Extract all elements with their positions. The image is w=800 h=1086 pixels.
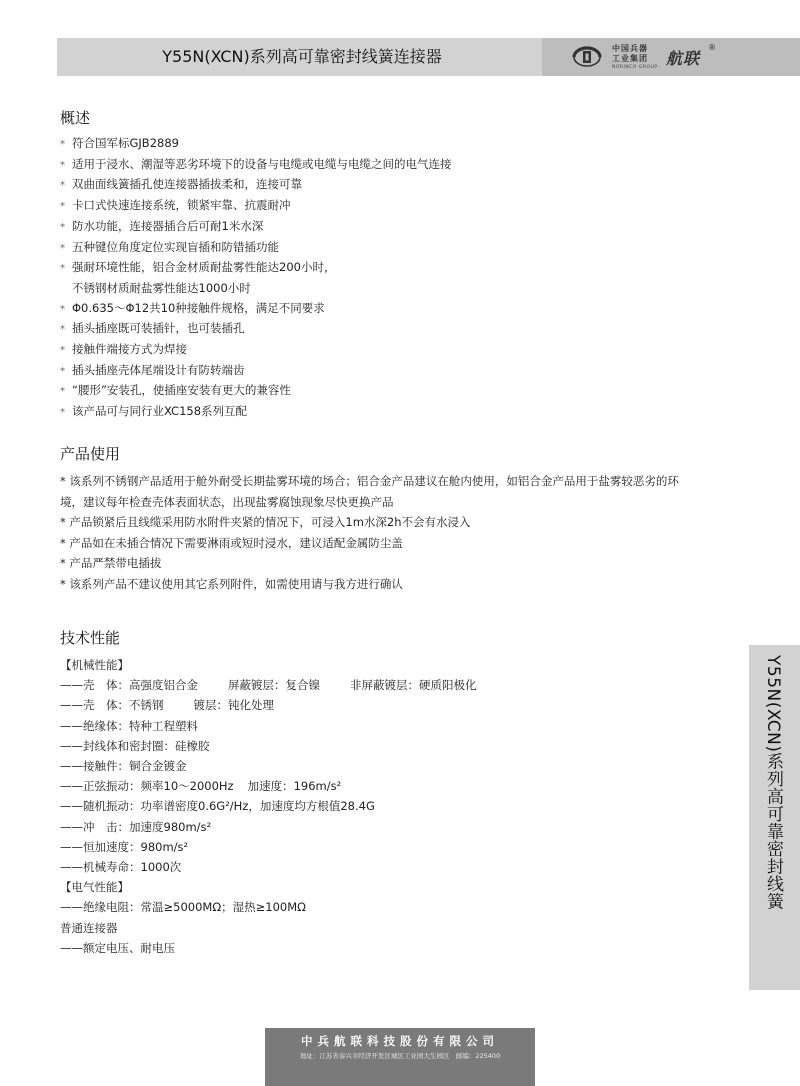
spec-row: ——壳 体：不锈钢 镀层：钝化处理 xyxy=(60,698,274,713)
list-item: * 插头插座既可装插针，也可装插孔 xyxy=(60,321,245,336)
spec-row: ——绝缘体：特种工程塑料 xyxy=(60,718,198,733)
overview-title: 概述 xyxy=(60,109,91,127)
list-item: * 符合国军标GJB2889 xyxy=(60,136,179,150)
list-item: * 强耐环境性能，铝合金材质耐盐雾性能达200小时， xyxy=(60,260,336,275)
list-item: * 插头插座壳体尾端设计有防转端齿 xyxy=(60,362,245,377)
spec-row: 普通连接器 xyxy=(60,920,118,935)
list-item: * 产品锁紧后且线缆采用防水附件夹紧的情况下，可浸入1m水深2h不会有水浸入 xyxy=(60,515,471,529)
registered-mark: ® xyxy=(708,43,716,52)
page-footer xyxy=(265,1028,535,1086)
specs-list xyxy=(60,655,477,958)
page-header xyxy=(57,38,800,76)
list-item: * 产品如在未插合情况下需要淋雨或短时浸水，建议适配金属防尘盖 xyxy=(60,535,403,550)
spec-row: ——恒加速度：980m/s² xyxy=(60,839,189,854)
spec-row: ——正弦振动：频率10～2000Hz 加速度：196m/s² xyxy=(60,779,342,794)
usage-title: 产品使用 xyxy=(60,445,121,463)
list-item: * 该产品可与同行业XC158系列互配 xyxy=(60,404,248,419)
side-tab xyxy=(749,645,800,990)
spec-row: ——绝缘电阻：常温≥5000MΩ；湿热≥100MΩ xyxy=(60,900,306,915)
brand-name: 航联 xyxy=(666,49,701,68)
list-item: * 接触件端接方式为焊接 xyxy=(60,342,187,357)
list-item: * 卡口式快速连接系统，锁紧牢靠、抗震耐冲 xyxy=(60,198,291,213)
page-title: Y55N(XCN)系列高可靠密封线簧连接器 xyxy=(162,47,442,66)
list-item: * 五种键位角度定位实现盲插和防错插功能 xyxy=(60,239,279,254)
overview-list xyxy=(60,134,452,423)
side-tab-label: Y55N(XCN)系列高可靠密封线簧 xyxy=(763,655,783,910)
specs-title: 技术性能 xyxy=(60,629,121,647)
list-item: * “腰形”安装孔，使插座安装有更大的兼容性 xyxy=(60,383,291,398)
list-item: * 该系列产品不建议使用其它系列附件，如需使用请与我方进行确认 xyxy=(60,576,403,591)
list-item: * Φ0.635～Φ12共10种接触件规格，满足不同要求 xyxy=(60,300,325,315)
list-item: 不锈钢材质耐盐雾性能达1000小时 xyxy=(72,280,251,295)
spec-row: ——额定电压、耐电压 xyxy=(60,940,175,955)
list-item: * 双曲面线簧插孔使连接器插拔柔和，连接可靠 xyxy=(60,177,302,192)
usage-list xyxy=(60,471,680,594)
norinco-logo-icon xyxy=(570,44,604,70)
spec-row: ——冲 击：加速度980m/s² xyxy=(60,819,212,834)
spec-row: ——机械寿命：1000次 xyxy=(60,860,182,875)
logo-chinese-text: 中国兵器 工业集团 xyxy=(612,44,648,63)
company-logo xyxy=(542,38,800,76)
mechanical-heading: 【机械性能】 xyxy=(60,658,129,672)
electrical-heading: 【电气性能】 xyxy=(60,880,129,895)
spec-row: ——壳 体：高强度铝合金 屏蔽镀层：复合镍 非屏蔽镀层：硬质阳极化 xyxy=(60,678,477,693)
list-item: * 适用于浸水、潮湿等恶劣环境下的设备与电缆或电缆与电缆之间的电气连接 xyxy=(60,156,452,171)
list-item: * 该系列不锈钢产品适用于舱外耐受长期盐雾环境的场合；铝合金产品建议在舱内使用，如铝合金产品用于盐雾较恶劣的环境，建议每年检查壳体表面状态，出现盐雾腐蚀现象尽快更换产品 xyxy=(60,474,679,509)
list-item: * 防水功能，连接器插合后可耐1米水深 xyxy=(60,218,264,233)
footer-company: 中兵航联科技股份有限公司 xyxy=(301,1034,499,1048)
list-item: * 产品严禁带电插拔 xyxy=(60,556,162,570)
logo-english-text: NORINCO GROUP xyxy=(612,65,658,70)
spec-row: ——封线体和密封圈：硅橡胶 xyxy=(60,738,210,753)
footer-address: 地址：江苏省泰兴市经济开发区城区工业园大生园区 邮编：225400 xyxy=(299,1052,501,1060)
spec-row: ——接触件：铜合金镀金 xyxy=(60,759,187,774)
spec-row: ——随机振动：功率谱密度0.6G²/Hz，加速度均方根值28.4G xyxy=(60,799,375,814)
